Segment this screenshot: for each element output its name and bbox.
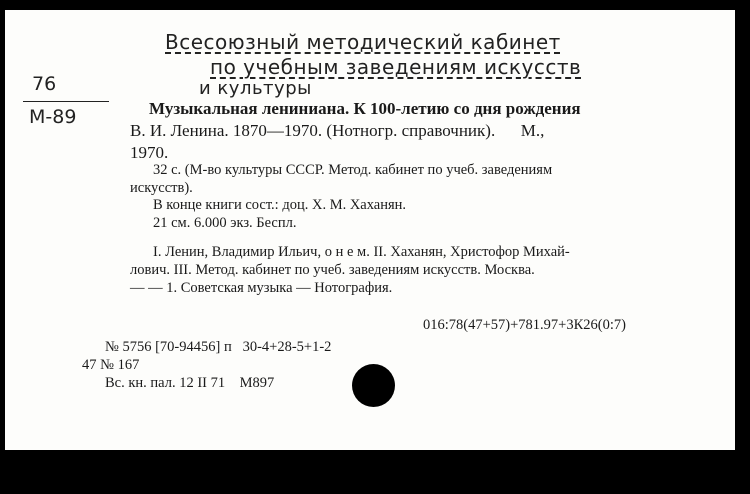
call-number-bottom: M-89 [29, 106, 77, 128]
punch-hole [352, 364, 395, 407]
registry-line-2: 47 № 167 [82, 357, 140, 373]
title-line-3: 1970. [130, 143, 169, 162]
collation-line-3: В конце книги сост.: доц. Х. М. Хаханян. [153, 197, 407, 213]
call-number-divider [23, 101, 109, 102]
title-line-2: В. И. Ленина. 1870—1970. (Нотногр. справочник). М., [130, 121, 545, 140]
collation-line-4: 21 см. 6.000 экз. Беспл. [153, 215, 297, 231]
tracings-line-1: I. Ленин, Владимир Ильич, о н е м. II. Хаханян, Христофор Михай- [153, 244, 570, 260]
tracings-line-2: лович. III. Метод. кабинет по учеб. заведениям искусств. Москва. [130, 262, 535, 278]
call-number-top: 76 [32, 73, 57, 95]
handwritten-header-line-3: и культуры [199, 78, 312, 99]
handwritten-header-line-1: Всесоюзный методический кабинет [165, 30, 561, 54]
catalog-card [5, 10, 735, 450]
handwritten-header-line-2: по учебным заведениям искусств [210, 55, 582, 79]
registry-line-1: № 5756 [70-94456] п 30-4+28-5+1-2 [105, 339, 332, 355]
registry-line-3: Вс. кн. пал. 12 II 71 М897 [105, 375, 275, 391]
collation-line-1: 32 с. (М-во культуры СССР. Метод. кабинет по учеб. заведениям [153, 162, 553, 178]
title-line-1: Музыкальная лениниана. К 100-летию со дня рождения [149, 99, 581, 118]
collation-line-2: искусств). [130, 180, 193, 196]
classification-index: 016:78(47+57)+781.97+3К26(0:7) [423, 317, 626, 333]
tracings-line-3: — — 1. Советская музыка — Нотография. [130, 280, 393, 296]
